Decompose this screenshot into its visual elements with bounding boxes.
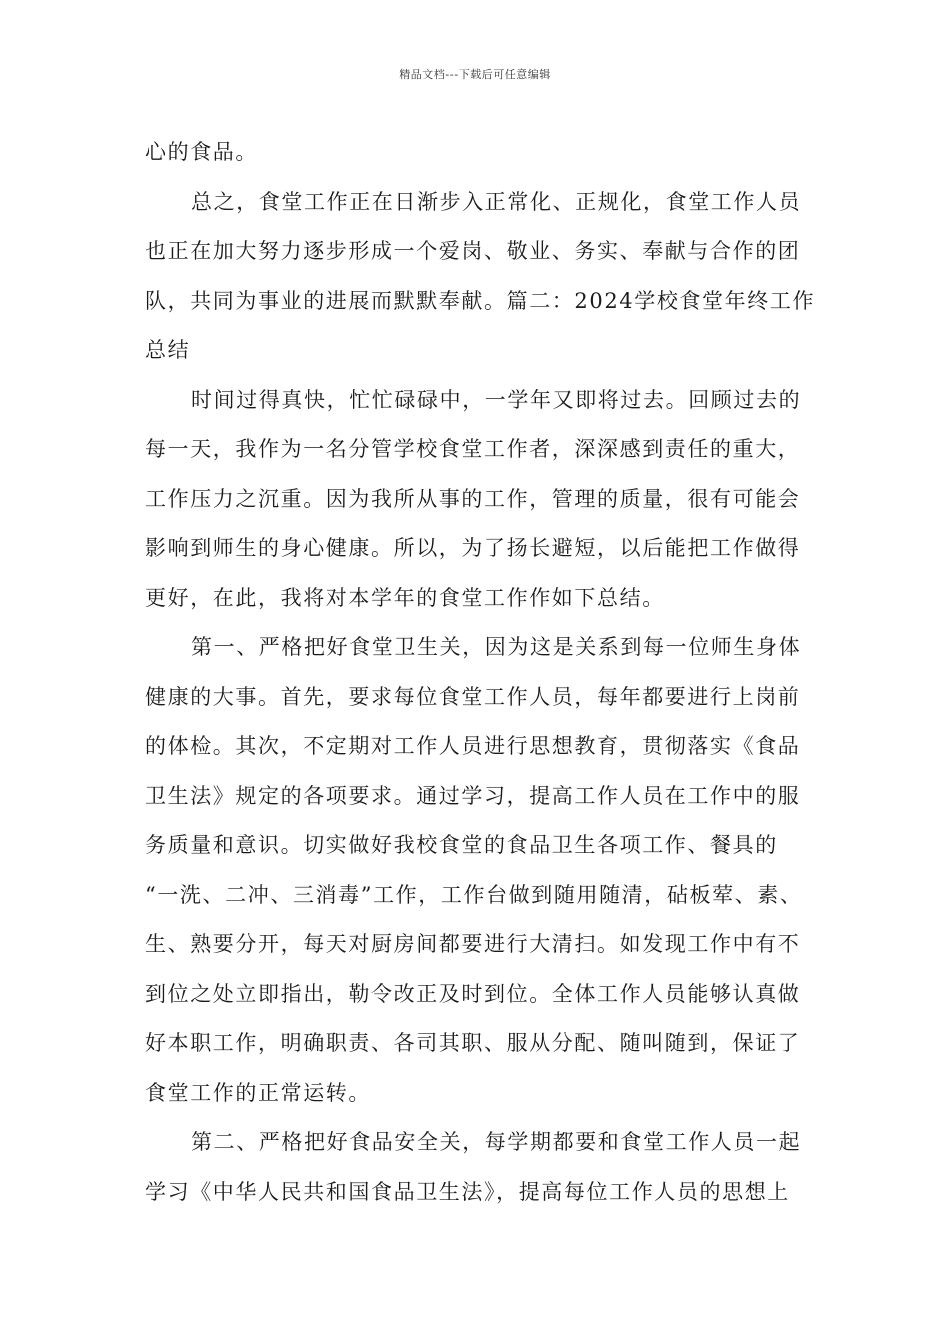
text-line: 到位之处立即指出，勒令改正及时到位。全体工作人员能够认真做 [145,981,801,1006]
text-line: 队，共同为事业的进展而默默奉献。篇二：2024学校食堂年终工作 [145,288,816,313]
text-line: 的体检。其次，不定期对工作人员进行思想教育，贯彻落实《食品 [145,734,801,758]
text-line: 影响到师生的身心健康。所以，为了扬长避短，以后能把工作做得 [145,536,801,560]
document-body [145,128,816,1217]
text-line: 工作压力之沉重。因为我所从事的工作，管理的质量，很有可能会 [145,486,801,511]
paragraph-start-line: 总之，食堂工作正在日渐步入正常化、正规化，食堂工作人员 [191,189,802,214]
paragraph-start-line: 第二、严格把好食品安全关，每学期都要和食堂工作人员一起 [191,1130,802,1154]
text-line: 生、熟要分开，每天对厨房间都要进行大清扫。如发现工作中有不 [145,932,801,956]
text-line: 更好，在此，我将对本学年的食堂工作作如下总结。 [145,585,665,610]
text-line: 每一天，我作为一名分管学校食堂工作者，深深感到责任的重大， [145,437,801,461]
text-line: 务质量和意识。切实做好我校食堂的食品卫生各项工作、餐具的 [145,833,778,857]
page-header: 精品文档---下载后可任意编辑 [399,68,551,81]
text-line: 心的食品。 [145,140,258,164]
text-line: 食堂工作的正常运转。 [145,1080,371,1105]
paragraph-start-line: 时间过得真快，忙忙碌碌中，一学年又即将过去。回顾过去的 [191,387,802,412]
paragraph-start-line: 第一、严格把好食堂卫生关，因为这是关系到每一位师生身体 [191,635,802,659]
text-line: 学习《中华人民共和国食品卫生法》，提高每位工作人员的思想上 [145,1179,790,1204]
text-line: 也正在加大努力逐步形成一个爱岗、敬业、务实、奉献与合作的团 [145,239,801,263]
text-line: 健康的大事。首先，要求每位食堂工作人员，每年都要进行上岗前 [145,684,801,709]
text-line: 好本职工作，明确职责、各司其职、服从分配、随叫随到，保证了 [145,1031,801,1055]
text-line: “一洗、二冲、三消毒”工作，工作台做到随用随清，砧板荤、素、 [145,882,803,907]
text-line: 卫生法》规定的各项要求。通过学习，提高工作人员在工作中的服 [145,783,801,808]
text-line: 总结 [145,338,191,362]
